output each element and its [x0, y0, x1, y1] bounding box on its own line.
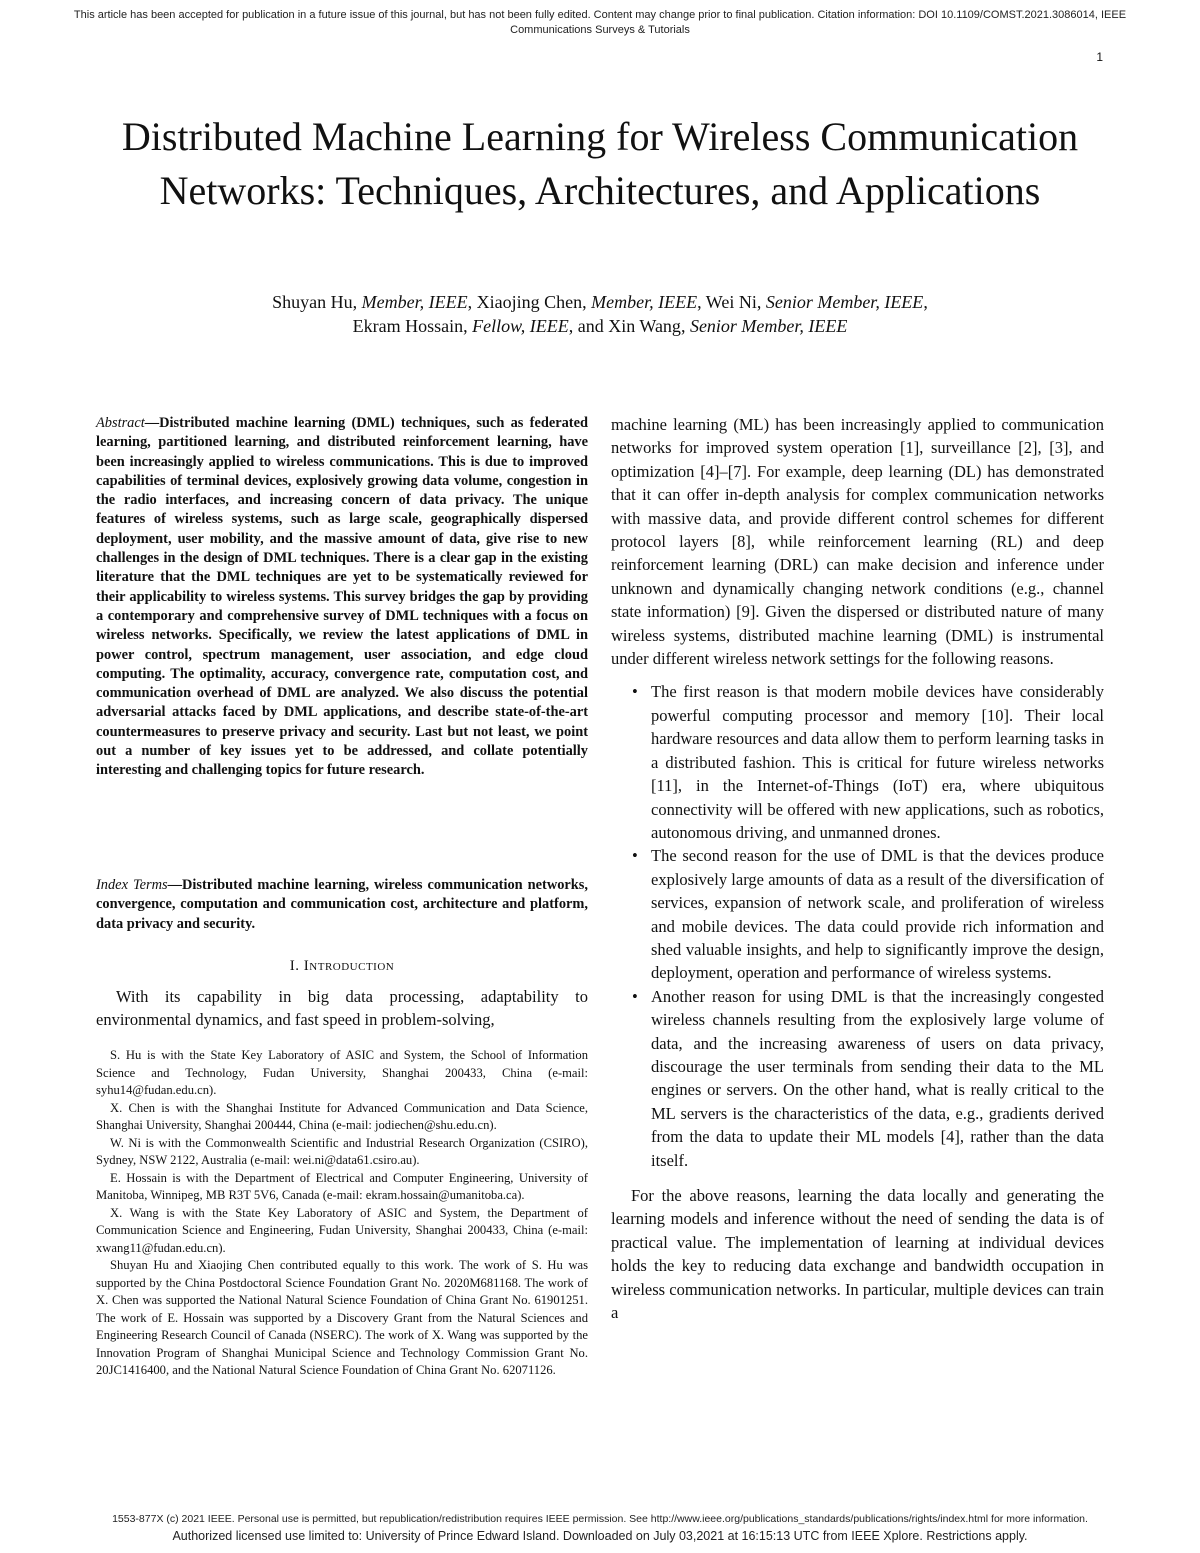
author-name: Ekram Hossain: [352, 316, 464, 336]
right-column-body: [611, 413, 1104, 1324]
abstract-label: Abstract: [96, 415, 145, 431]
reasons-list: [611, 680, 1104, 1172]
section-heading: [96, 958, 588, 975]
paragraph-after-list: For the above reasons, learning the data locally and generating the learning models and inference without the need of sending the data is of practical value. The implementation of learning at individual devices holds the key to reducing data exchange and bandwidth occupation in wireless communication networks. In particular, multiple devices can train a: [611, 1186, 1104, 1323]
footnotes: [96, 1047, 588, 1380]
license-footer: Authorized licensed use limited to: University of Prince Edward Island. Downloaded on July 03,2021 at 16:15:13 UTC from IEEE Xplore. Restrictions apply.: [172, 1529, 1028, 1543]
author-grade: Senior Member, IEEE: [765, 292, 924, 312]
author-name: Wei Ni: [705, 292, 757, 312]
index-terms-label: Index Terms: [96, 877, 168, 893]
list-item: • Another reason for using DML is that the increasingly congested wireless channels resulting from the explosively large volume of data, and the increasing awareness of users on data privacy, discourage the user terminals from sending their data to the ML engines or servers. On the other hand, what is really critical to the ML servers is the characteristics of the data, e.g., gradients derived from the data to update their ML models [4], rather than the data itself.: [632, 986, 1104, 1170]
section-title: Introduction: [303, 958, 395, 974]
author-grade: Senior Member, IEEE: [689, 316, 848, 336]
copyright-footer: 1553-877X (c) 2021 IEEE. Personal use is permitted, but republication/redistribution requires IEEE permission. See http://www.ieee.org/publications_standards/publications/rights/index.html for more information.: [112, 1513, 1088, 1525]
bullet-icon: •: [632, 986, 638, 1006]
publication-banner: [0, 8, 1200, 38]
bullet-icon: •: [632, 682, 638, 702]
intro-paragraph-right: machine learning (ML) has been increasingly applied to communication networks for improved system operation [1], surveillance [2], [3], and optimization [4]–[7]. For example, deep learning (DL) has demonstrated that it can offer in-depth analysis for complex communication networks with massive data, and provide different control schemes for different protocol layers [8], while reinforcement learning (RL) and deep reinforcement learning (DRL) can make decision and inference under unknown and dynamically changing network conditions (e.g., channel state information) [9]. Given the dispersed or distributed nature of many wireless systems, distributed machine learning (DML) is instrumental under different wireless network settings for the following reasons.: [611, 415, 1104, 669]
intro-paragraph-left: With its capability in big data processing, adaptability to environmental dynamics, and fast speed in problem-solving,: [96, 987, 588, 1030]
author-grade: Member, IEEE: [361, 292, 468, 312]
page-number: 1: [1096, 50, 1103, 64]
author-name: Xin Wang: [608, 316, 681, 336]
abstract: [96, 414, 588, 781]
paper-title: Distributed Machine Learning for Wireless Communication Networks: Techniques, Architectures, and Applications: [121, 114, 1079, 213]
banner-line-2: Communications Surveys & Tutorials: [510, 24, 690, 36]
abstract-text: —Distributed machine learning (DML) techniques, such as federated learning, partitioned learning, and distributed reinforcement learning, have been increasingly applied to wireless communications. This is due to improved capabilities of terminal devices, explosively growing data volume, congestion in the radio interfaces, and increasing concern of data privacy. The unique features of wireless systems, such as large scale, geographically dispersed deployment, user mobility, and the massive amount of data, give rise to new challenges in the design of DML techniques. There is a clear gap in the existing literature that the DML techniques are yet to be systematically reviewed for their applicability to wireless systems. This survey bridges the gap by providing a contemporary and comprehensive survey of DML techniques with a focus on wireless networks. Specifically, we review the latest applications of DML in power control, spectrum management, user association, and edge cloud computing. The optimality, accuracy, convergence rate, computation cost, and communication overhead of DML are analyzed. We also discuss the potential adversarial attacks faced by DML applications, and describe state-of-the-art countermeasures to preserve privacy and security. Last but not least, we point out a number of key issues yet to be addressed, and collate potentially interesting and challenging topics for future research.: [96, 415, 588, 779]
footnote: W. Ni is with the Commonwealth Scientific and Industrial Research Organization (CSIRO), Sydney, NSW 2122, Australia (e-mail: wei.ni@data61.csiro.au).: [96, 1135, 588, 1167]
list-item: • The second reason for the use of DML is that the devices produce explosively large amounts of data as a result of the diversification of services, expansion of network scale, and proliferation of wireless and mobile devices. The data could provide rich information and shed valuable insights, and help to significantly improve the design, deployment, operation and performance of wireless systems.: [632, 846, 1104, 983]
author-list: Shuyan Hu, Member, IEEE, Xiaojing Chen, Member, IEEE, Wei Ni, Senior Member, IEEE, Ekram Hossain, Fellow, IEEE, and Xin Wang, Senior Member, IEEE: [272, 292, 928, 336]
author-name: Shuyan Hu: [272, 292, 353, 312]
banner-line-1: This article has been accepted for publication in a future issue of this journal, but has not been fully edited. Content may change prior to final publication. Citation information: DOI 10.1109/COMST.2021.3086014, IEEE: [73, 9, 1127, 21]
author-grade: Fellow, IEEE: [472, 316, 569, 336]
author-grade: Member, IEEE: [591, 292, 698, 312]
index-terms: [96, 876, 588, 934]
footnote: X. Wang is with the State Key Laboratory of ASIC and System, the Department of Communication Science and Engineering, Fudan University, Shanghai 200433, China (e-mail: xwang11@fudan.edu.cn).: [96, 1205, 588, 1255]
footnote: X. Chen is with the Shanghai Institute for Advanced Communication and Data Science, Shanghai University, Shanghai 200444, China (e-mail: jodiechen@shu.edu.cn).: [96, 1100, 588, 1132]
bullet-icon: •: [632, 846, 638, 866]
footnote: E. Hossain is with the Department of Electrical and Computer Engineering, University of Manitoba, Winnipeg, MB R3T 5V6, Canada (e-mail: ekram.hossain@umanitoba.ca).: [96, 1170, 588, 1202]
section-number: I.: [289, 958, 300, 974]
author-name: Xiaojing Chen: [476, 292, 583, 312]
footnote: S. Hu is with the State Key Laboratory of ASIC and System, the School of Information Science and Technology, Fudan University, Shanghai 200433, China (e-mail: syhu14@fudan.edu.cn).: [96, 1048, 588, 1097]
footnote: Shuyan Hu and Xiaojing Chen contributed equally to this work. The work of S. Hu was supported by the China Postdoctoral Science Foundation Grant No. 2020M681168. The work of X. Chen was supported the National Natural Science Foundation of China Grant No. 61901251. The work of E. Hossain was supported by a Discovery Grant from the Natural Sciences and Engineering Research Council of Canada (NSERC). The work of X. Wang was supported by the Innovation Program of Shanghai Municipal Science and Technology Commission Grant No. 20JC1416400, and the National Natural Science Foundation of China Grant No. 62071126.: [96, 1258, 588, 1377]
index-terms-text: —Distributed machine learning, wireless communication networks, convergence, computation and communication cost, architecture and platform, data privacy and security.: [96, 877, 588, 932]
list-item: • The first reason is that modern mobile devices have considerably powerful computing processor and memory [10]. Their local hardware resources and data allow them to perform learning tasks in a distributed fashion. This is critical for future wireless networks [11], in the Internet-of-Things (IoT) era, where ubiquitous connectivity will be offered with new applications, such as robotics, autonomous driving, and unmanned drones.: [632, 682, 1104, 842]
